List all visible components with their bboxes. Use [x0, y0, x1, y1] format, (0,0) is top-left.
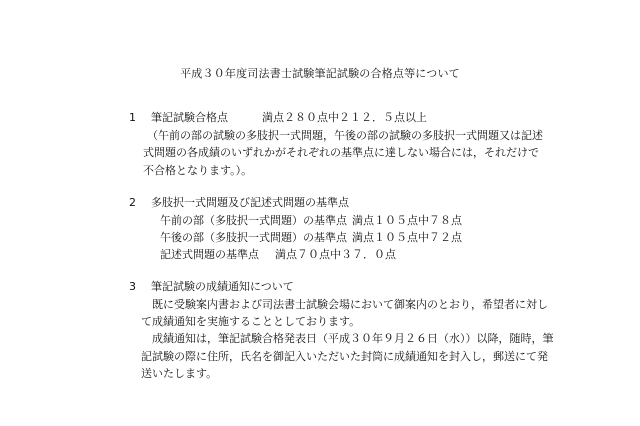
threshold-row-label: 午前の部（多肢択一式問題）の基準点 — [160, 214, 347, 227]
section-3-heading: 筆記試験の成績通知について — [151, 280, 294, 293]
section-3-paragraph-line: 既に受験案内書および司法書士試験会場において御案内のとおり，希望者に対し — [152, 298, 548, 311]
section-1-note-line: 式問題の各成績のいずれかがそれぞれの基準点に達しない場合には，それだけで — [143, 146, 539, 159]
section-1-score: 満点２８０点中２１２．５点以上 — [262, 111, 427, 124]
section-1-heading: 筆記試験合格点 — [151, 111, 228, 124]
section-2-number: 2 — [129, 196, 136, 209]
section-3-paragraph-line: 成績通知は，筆記試験合格発表日（平成３０年９月２６日（水））以降，随時，筆 — [152, 332, 554, 345]
threshold-row-value: 満点１０５点中７８点 — [352, 214, 462, 227]
section-3-number: 3 — [129, 280, 136, 293]
page-title: 平成３０年度司法書士試験筆記試験の合格点等について — [180, 67, 460, 80]
section-1-note-line: 不合格となります。）。 — [143, 164, 253, 177]
threshold-row-label: 記述式問題の基準点 — [160, 248, 259, 261]
section-3-paragraph-line: 記試験の際に住所，氏名を御記入いただいた封筒に成績通知を封入し，郵送にて発 — [141, 350, 548, 363]
section-3-paragraph-line: て成績通知を実施することとしております。 — [141, 315, 361, 328]
threshold-row-label: 午後の部（多肢択一式問題）の基準点 — [160, 231, 347, 244]
section-1-note-line: （午前の部の試験の多肢択一式問題，午後の部の試験の多肢択一式問題又は記述 — [147, 129, 543, 142]
threshold-row-value: 満点７０点中３７．０点 — [275, 248, 396, 261]
threshold-row-value: 満点１０５点中７２点 — [352, 231, 462, 244]
section-2-heading: 多肢択一式問題及び記述式問題の基準点 — [151, 196, 349, 209]
section-3-paragraph-line: 送いたします。 — [141, 367, 218, 380]
section-1-number: 1 — [129, 111, 136, 124]
